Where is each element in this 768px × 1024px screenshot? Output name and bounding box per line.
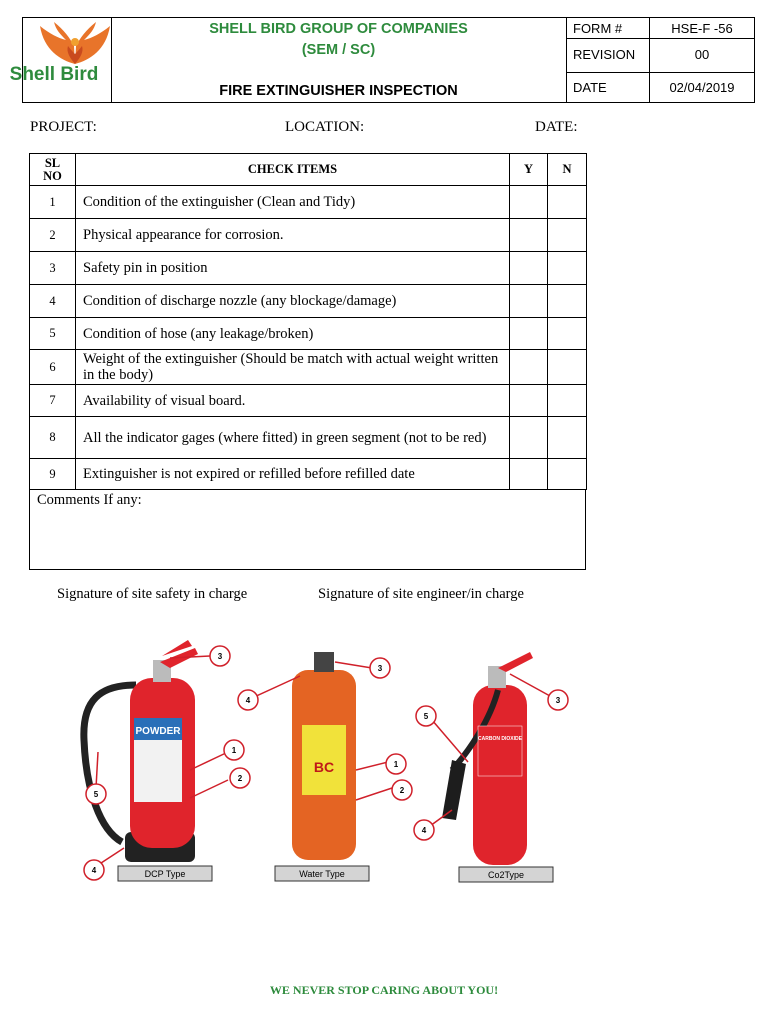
table-row <box>30 318 587 350</box>
row-number: 8 <box>30 417 76 459</box>
comments-box[interactable] <box>29 489 586 570</box>
callout-1: 1 <box>231 746 237 755</box>
row-check-item: Condition of the extinguisher (Clean and Tidy) <box>76 186 510 219</box>
form-title: FIRE EXTINGUISHER INSPECTION <box>219 83 458 99</box>
company-subtitle: (SEM / SC) <box>301 42 376 58</box>
no-checkbox-cell[interactable] <box>548 417 587 459</box>
no-checkbox-cell[interactable] <box>548 459 587 490</box>
yes-checkbox-cell[interactable] <box>510 318 548 350</box>
table-row <box>30 459 587 490</box>
meta-label-form: FORM # <box>573 21 623 36</box>
no-checkbox-cell[interactable] <box>548 318 587 350</box>
table-row <box>30 417 587 459</box>
meta-value-form: HSE-F -56 <box>671 21 733 36</box>
header-sl-no: SL NO <box>30 154 76 186</box>
row-number: 1 <box>30 186 76 219</box>
dcp-body-text: POWDER <box>135 726 181 737</box>
callout-4: 4 <box>245 696 251 705</box>
no-checkbox-cell[interactable] <box>548 252 587 285</box>
callout-3: 3 <box>377 664 383 673</box>
water-body-text: BC <box>313 759 335 775</box>
row-number: 6 <box>30 350 76 385</box>
table-row <box>30 285 587 318</box>
row-check-item: Extinguisher is not expired or refilled before refilled date <box>76 459 510 490</box>
extinguisher-diagram <box>70 630 580 890</box>
meta-label-revision: REVISION <box>573 47 636 62</box>
yes-checkbox-cell[interactable] <box>510 350 548 385</box>
no-checkbox-cell[interactable] <box>548 285 587 318</box>
row-check-item: Availability of visual board. <box>76 385 510 417</box>
row-number: 7 <box>30 385 76 417</box>
row-check-item: Safety pin in position <box>76 252 510 285</box>
table-header-row <box>30 154 587 186</box>
row-check-item: Weight of the extinguisher (Should be match with actual weight written in the body) <box>76 350 510 385</box>
no-checkbox-cell[interactable] <box>548 385 587 417</box>
row-check-item: Physical appearance for corrosion. <box>76 219 510 252</box>
callout-5: 5 <box>423 712 429 721</box>
comments-label: Comments If any: <box>37 492 142 508</box>
logo-wordmark: Shell Bird <box>9 64 99 85</box>
callout-3: 3 <box>555 696 561 705</box>
footer-slogan: WE NEVER STOP CARING ABOUT YOU! <box>269 983 499 997</box>
callout-1: 1 <box>393 760 399 769</box>
water-type-label: Water Type <box>299 869 345 879</box>
co2-body-text: CARBON DIOXIDE <box>478 736 522 742</box>
location-label: LOCATION: <box>285 119 365 135</box>
header-check-items: CHECK ITEMS <box>76 154 510 186</box>
header-divider <box>566 72 754 73</box>
row-check-item: All the indicator gages (where fitted) in green segment (not to be red) <box>76 417 510 459</box>
table-row <box>30 350 587 385</box>
yes-checkbox-cell[interactable] <box>510 219 548 252</box>
callout-2: 2 <box>237 774 243 783</box>
callout-3: 3 <box>217 652 223 661</box>
signature-engineer-label: Signature of site engineer/in charge <box>318 586 524 602</box>
table-row <box>30 219 587 252</box>
row-check-item: Condition of hose (any leakage/broken) <box>76 318 510 350</box>
co2-extinguisher-icon <box>442 652 533 865</box>
dcp-extinguisher-icon <box>84 640 198 862</box>
row-number: 4 <box>30 285 76 318</box>
callout-5: 5 <box>93 790 99 799</box>
row-number: 5 <box>30 318 76 350</box>
shell-bird-logo-icon <box>30 20 120 68</box>
row-number: 2 <box>30 219 76 252</box>
yes-checkbox-cell[interactable] <box>510 385 548 417</box>
header-no: N <box>548 154 587 186</box>
yes-checkbox-cell[interactable] <box>510 252 548 285</box>
row-number: 3 <box>30 252 76 285</box>
company-name: SHELL BIRD GROUP OF COMPANIES <box>209 21 468 37</box>
yes-checkbox-cell[interactable] <box>510 285 548 318</box>
co2-type-label: Co2Type <box>487 870 525 880</box>
yes-checkbox-cell[interactable] <box>510 459 548 490</box>
meta-value-date: 02/04/2019 <box>669 80 735 95</box>
row-number: 9 <box>30 459 76 490</box>
callout-4: 4 <box>421 826 427 835</box>
signature-safety-label: Signature of site safety in charge <box>57 586 248 602</box>
no-checkbox-cell[interactable] <box>548 219 587 252</box>
water-extinguisher-icon <box>292 652 356 860</box>
header-divider <box>566 18 567 102</box>
checklist-table <box>29 153 587 490</box>
table-row <box>30 385 587 417</box>
project-label: PROJECT: <box>30 119 97 135</box>
row-check-item: Condition of discharge nozzle (any blockage/damage) <box>76 285 510 318</box>
no-checkbox-cell[interactable] <box>548 350 587 385</box>
table-row <box>30 252 587 285</box>
header-yes: Y <box>510 154 548 186</box>
callout-2: 2 <box>399 786 405 795</box>
dcp-type-label: DCP Type <box>144 869 186 879</box>
date-label: DATE: <box>535 119 578 135</box>
callout-4: 4 <box>91 866 97 875</box>
header-divider <box>566 38 754 39</box>
meta-value-revision: 00 <box>694 47 710 62</box>
meta-label-date: DATE <box>573 80 607 95</box>
table-row <box>30 186 587 219</box>
no-checkbox-cell[interactable] <box>548 186 587 219</box>
yes-checkbox-cell[interactable] <box>510 417 548 459</box>
yes-checkbox-cell[interactable] <box>510 186 548 219</box>
